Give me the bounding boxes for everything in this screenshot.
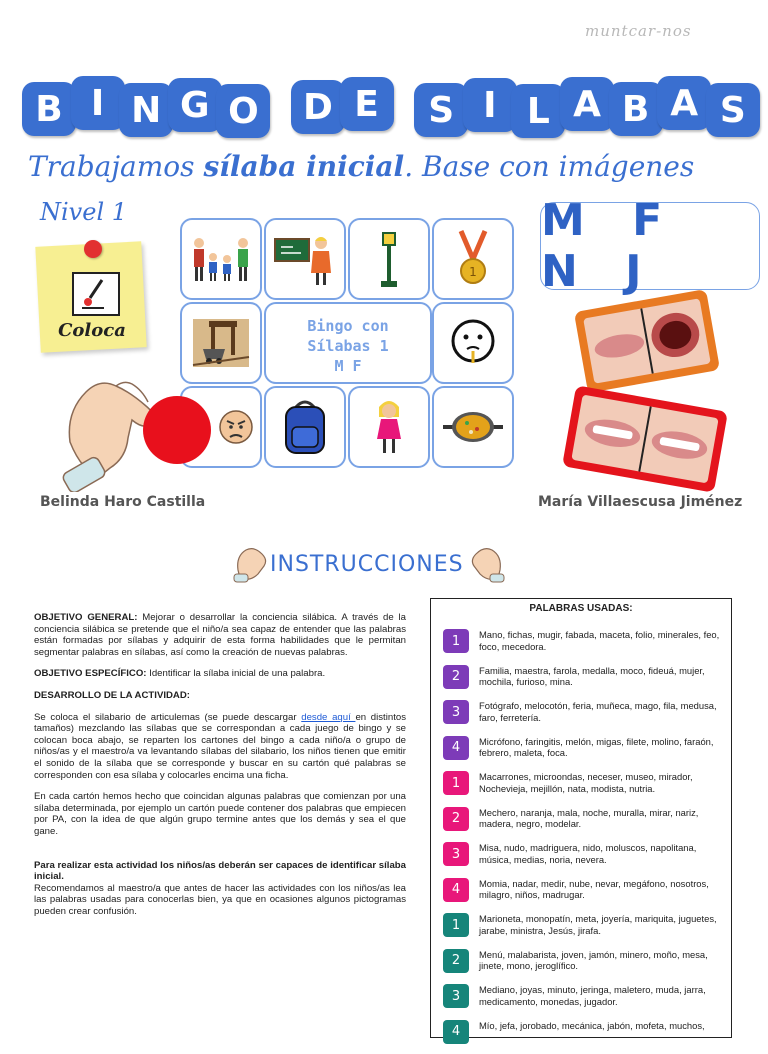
card-number-badge: 2 — [443, 949, 469, 973]
title-tile: B — [22, 82, 76, 136]
word-row — [443, 1020, 727, 1054]
instructions-title: INSTRUCCIONES — [270, 552, 464, 577]
board-center-line2: Sílabas 1 — [307, 337, 389, 355]
subtitle — [28, 150, 694, 183]
doll-icon — [371, 397, 407, 457]
download-link[interactable]: desde aquí — [301, 711, 356, 723]
teacher-icon — [273, 231, 337, 287]
word-list-text: Macarrones, microondas, neceser, museo, mirador, Nochevieja, mejillón, nata, modista, nutria. — [479, 771, 693, 794]
board-cell-backpack — [264, 386, 346, 468]
title-tile: A — [657, 76, 711, 130]
hand-right-icon — [466, 544, 506, 588]
subtitle-bold: sílaba inicial — [203, 150, 405, 183]
mine-cart-icon — [189, 315, 253, 371]
word-row — [443, 665, 727, 699]
mouth-photo-open — [574, 289, 720, 393]
specific-objective-label: OBJETIVO ESPECÍFICO: — [34, 668, 147, 680]
card-number-badge: 1 — [443, 913, 469, 937]
requirements-paragraph — [34, 860, 406, 918]
word-list-text: Mediano, joyas, minuto, jeringa, maletero, muda, jarra, medicamento, monedas, jugador. — [479, 984, 706, 1007]
requirements-bold: Para realizar esta actividad los niños/as deberán ser capaces de identificar sílaba inicial. — [34, 859, 406, 883]
word-row — [443, 842, 727, 876]
general-objective-label: OBJETIVO GENERAL: — [34, 612, 138, 623]
words-used-title: PALABRAS USADAS: — [529, 603, 633, 614]
board-center-line1: Bingo con — [307, 317, 389, 335]
word-list-text: Momia, nadar, medir, nube, nevar, megáfono, nosotros, milagro, niños, madrugar. — [479, 877, 709, 901]
title-tile: O — [216, 84, 270, 138]
word-row — [443, 700, 727, 734]
streetlamp-icon — [374, 229, 404, 289]
angry-face-icon — [216, 407, 256, 447]
word-list-text: Misa, nudo, madriguera, nido, moluscos, napolitana, música, medias, noria, nevera. — [479, 842, 697, 865]
title-tile: S — [706, 83, 760, 137]
word-list-text: Menú, malabarista, joven, jamón, minero, moño, mesa, jinete, mono, jeroglífico. — [479, 948, 708, 972]
board-cell-family — [180, 218, 262, 300]
development-heading — [34, 690, 406, 702]
card-number-badge: 3 — [443, 842, 469, 866]
title-tile: N — [119, 83, 173, 137]
note-label: Coloca — [58, 320, 126, 341]
card-number-badge: 3 — [443, 984, 469, 1008]
word-row — [443, 807, 727, 841]
word-list-text: Fotógrafo, melocotón, feria, muñeca, mago, fila, medusa, faro, ferretería. — [479, 700, 717, 723]
card-number-badge: 2 — [443, 807, 469, 831]
general-objective — [34, 612, 406, 658]
board-center-line3: M F — [334, 357, 362, 375]
words-used-box — [430, 598, 732, 1038]
word-row — [443, 949, 727, 983]
card-number-badge: 3 — [443, 700, 469, 724]
word-list-text: Mechero, naranja, mala, noche, muralla, mirar, nariz, madera, negro, modelar. — [479, 806, 699, 830]
card-number-badge: 4 — [443, 736, 469, 760]
general-objective-text: Mejorar o desarrollar la conciencia silábica. A través de la conciencia silábica se pretende que el niño/a sea capaz de entender que las palabras están formadas por sílabas y adquirir de esta forma habilidades que le permitan segmentar palabras en sílabas, así como la creación de nuevas palabras. — [34, 612, 406, 658]
word-row — [443, 629, 727, 663]
page-title — [22, 72, 748, 150]
development-paragraph-1 — [34, 712, 406, 782]
board-cell-doll — [348, 386, 430, 468]
level-label: Nivel 1 — [40, 198, 128, 226]
title-tile: L — [511, 84, 565, 138]
red-counter-token — [143, 396, 211, 464]
title-tile: A — [560, 77, 614, 131]
title-tile: I — [463, 78, 517, 132]
author-left: Belinda Haro Castilla — [40, 494, 206, 510]
title-tile: S — [414, 83, 468, 137]
paella-icon — [443, 407, 503, 447]
card-number-badge: 1 — [443, 771, 469, 795]
dev-p1-start: Se coloca el silabario de articulemas (se puede descargar — [34, 711, 302, 723]
card-number-badge: 4 — [443, 878, 469, 902]
board-cell-medal — [432, 218, 514, 300]
specific-objective-text: Identificar la sílaba inicial de una palabra. — [146, 668, 326, 680]
requirements-text: Recomendamos al maestro/a que antes de hacer las actividades con los niños/as lea las palabras usadas para conocerlas bien, ya que en ocasiones algunos pictogramas pueden crear confusión. — [34, 882, 406, 917]
instructions-body — [34, 612, 406, 927]
family-icon — [189, 231, 253, 287]
card-number-badge: 1 — [443, 629, 469, 653]
letters-box — [540, 195, 760, 297]
word-list-text: Marioneta, monopatín, meta, joyería, mariquita, juguetes, jarabe, ministra, Jesús, jirafa. — [479, 913, 717, 936]
subtitle-rest: . Base con imágenes — [404, 150, 695, 183]
dev-p1-end: en distintos tamaños) mezclando las sílabas que se correspondan a cada juego de bingo y se colocan boca abajo, se reparten los cartones del bingo a cada niño/a o grupo de niños/as y el maestro/a va levantando sílabas del silabario, los niños tienen que emitir el sonido de la sílaba que se corresponde y buscar en su cartón qué palabras se corresponden con esa sílaba y colocarles encima una ficha. — [34, 711, 406, 781]
board-center-title — [264, 302, 432, 384]
board-cell-paella — [432, 386, 514, 468]
medal-icon — [455, 229, 491, 289]
word-row — [443, 984, 727, 1018]
title-tile: G — [168, 78, 222, 132]
backpack-icon — [280, 397, 330, 457]
drool-face-icon — [445, 315, 501, 371]
word-list-text: Mío, jefa, jorobado, mecánica, jabón, mofeta, muchos, — [479, 1019, 705, 1031]
word-row — [443, 878, 727, 912]
board-cell-mine — [180, 302, 262, 384]
board-cell-teacher — [264, 218, 346, 300]
board-cell-streetlamp — [348, 218, 430, 300]
word-row — [443, 736, 727, 770]
place-token-icon — [72, 272, 120, 316]
word-list-text: Micrófono, faringitis, melón, migas, filete, molino, faraón, febrero, maleta, foca. — [479, 735, 714, 759]
title-tile: E — [340, 77, 394, 131]
word-row — [443, 913, 727, 947]
title-tile: I — [71, 76, 125, 130]
card-number-badge: 2 — [443, 665, 469, 689]
svg-text:1: 1 — [469, 265, 477, 279]
title-tile: B — [609, 82, 663, 136]
author-right: María Villaescusa Jiménez — [538, 494, 743, 510]
mouth-photo-teeth — [562, 385, 728, 492]
card-number-badge: 4 — [443, 1020, 469, 1044]
specific-objective — [34, 668, 406, 680]
target-letters: M F N J — [541, 195, 679, 297]
subtitle-normal: Trabajamos — [28, 150, 204, 183]
pushpin-icon — [84, 240, 102, 258]
brand-logo: muntcar-nos — [585, 22, 692, 40]
hand-left-icon — [232, 544, 272, 588]
word-list-text: Familia, maestra, farola, medalla, moco, fideuá, mujer, mochila, furioso, mina. — [479, 664, 705, 688]
development-paragraph-2: En cada cartón hemos hecho que coincidan algunas palabras que comienzan por una sílaba determinada, por ejemplo un cartón puede contener dos palabras que empiecen por PA, con la idea de que algún grupo termine antes que los demás y sea el que gane. — [34, 791, 406, 837]
word-row — [443, 771, 727, 805]
title-tile: D — [291, 80, 345, 134]
development-label: DESARROLLO DE LA ACTIVIDAD: — [34, 689, 190, 701]
word-list-text: Mano, fichas, mugir, fabada, maceta, folio, minerales, feo, foco, mecedora. — [479, 629, 720, 652]
board-cell-drool-face — [432, 302, 514, 384]
